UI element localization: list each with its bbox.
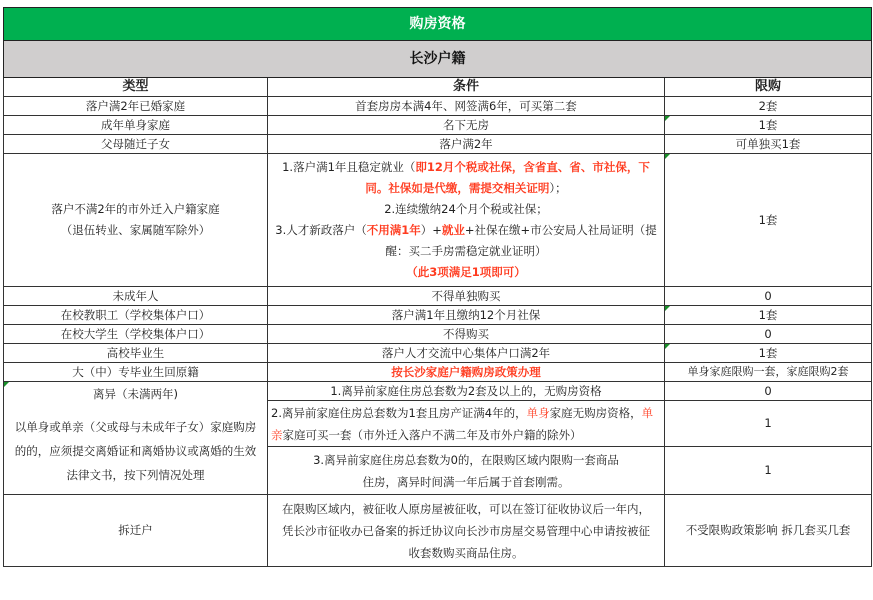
- cell-condition[interactable]: 不得单独购买: [268, 287, 665, 306]
- case-2-text-a: 2.离异前家庭住房总套数为1套且房产证满4年的，: [271, 405, 527, 420]
- cell-limit[interactable]: 0: [665, 287, 872, 306]
- cell-type[interactable]: 拆迁户: [4, 495, 268, 567]
- cell-limit[interactable]: 1套: [665, 306, 872, 325]
- table-header-row: [4, 78, 872, 97]
- cell-condition[interactable]: 落户人才交流中心集体户口满2年: [268, 344, 665, 363]
- cell-limit[interactable]: 0: [665, 382, 872, 401]
- cell-type[interactable]: 在校教职工（学校集体户口）: [4, 306, 268, 325]
- cell-type[interactable]: 父母随迁子女: [4, 135, 268, 154]
- cell-limit[interactable]: 1: [665, 401, 872, 447]
- sheet-title: 购房资格: [4, 8, 872, 41]
- divorce-row-1: [4, 382, 872, 401]
- condition-3-text: 3.人才新政落户（: [275, 223, 367, 237]
- condition-3-rest: +社保在缴+市公安局人社局证明（提醒：买二手房需稳定就业证明）: [385, 223, 657, 258]
- cell-limit[interactable]: 2套: [665, 97, 872, 116]
- condition-3-highlight-b: 就业: [441, 223, 465, 237]
- cell-limit[interactable]: 单身家庭限购一套，家庭限购2套: [665, 363, 872, 382]
- cell-limit[interactable]: 0: [665, 325, 872, 344]
- condition-3-sep: ）+: [420, 223, 442, 237]
- divorce-description: 以单身或单亲（父或母与未成年子女）家庭购房的的，应须提交离婚证和离婚协议或离婚的生效法律文书，按下列情况处理: [14, 420, 257, 482]
- cell-limit[interactable]: 可单独买1套: [665, 135, 872, 154]
- table-row: [4, 135, 872, 154]
- table-row: [4, 154, 872, 287]
- condition-2-text: 2.连续缴纳24个月个税或社保；: [384, 202, 548, 216]
- cell-type[interactable]: 未成年人: [4, 287, 268, 306]
- cell-condition[interactable]: 落户满2年: [268, 135, 665, 154]
- cell-limit[interactable]: 不受限购政策影响 拆几套买几套: [665, 495, 872, 567]
- cell-condition[interactable]: 落户满1年且缴纳12个月社保: [268, 306, 665, 325]
- condition-1-text: 1.落户满1年且稳定就业（: [282, 160, 416, 174]
- table-row: [4, 97, 872, 116]
- header-type: 类型: [4, 78, 268, 97]
- cell-condition[interactable]: 首套房房本满4年、网签满6年，可买第二套: [268, 97, 665, 116]
- condition-1-highlight: 即12月个税或社保，含省直、省、市社保，下同。社保如是代缴，需提交相关证明: [365, 160, 650, 195]
- demolition-row: [4, 495, 872, 567]
- cell-condition[interactable]: 按长沙家庭户籍购房政策办理: [268, 363, 665, 382]
- cell-type[interactable]: 高校毕业生: [4, 344, 268, 363]
- table-row: [4, 363, 872, 382]
- cell-condition[interactable]: 3.离异前家庭住房总套数为0的，在限购区域内限购一套商品住房，离异时间满一年后属于首套刚需。: [268, 447, 665, 495]
- table-row: [4, 306, 872, 325]
- condition-1-end: ）；: [549, 181, 567, 195]
- cell-condition[interactable]: [268, 154, 665, 287]
- cell-limit[interactable]: 1套: [665, 116, 872, 135]
- cell-type[interactable]: 在校大学生（学校集体户口）: [4, 325, 268, 344]
- divorce-title: 离异（未满两年): [93, 387, 178, 401]
- table-row: [4, 344, 872, 363]
- header-limit: 限购: [665, 78, 872, 97]
- case-2-highlight-single: 单身: [526, 405, 550, 420]
- cell-limit[interactable]: 1套: [665, 154, 872, 287]
- type-line-1: 落户不满2年的市外迁入户籍家庭: [51, 202, 220, 216]
- cell-condition[interactable]: 名下无房: [268, 116, 665, 135]
- header-condition: 条件: [268, 78, 665, 97]
- purchase-eligibility-sheet: [3, 7, 871, 567]
- section-title: 长沙户籍: [4, 41, 872, 78]
- cell-condition[interactable]: 1.离异前家庭住房总套数为2套及以上的，无购房资格: [268, 382, 665, 401]
- case-2-text-e: 家庭可买一套（市外迁入落户不满二年及市外户籍的除外）: [282, 427, 582, 442]
- cell-condition[interactable]: 在限购区域内，被征收人原房屋被征收，可以在签订征收协议后一年内，凭长沙市征收办已备案的拆迁协议向长沙市房屋交易管理中心申请按被征收套数购买商品住房。: [268, 495, 665, 567]
- condition-3-highlight-a: 不用满1年: [366, 223, 421, 237]
- table-row: [4, 325, 872, 344]
- cell-type[interactable]: 成年单身家庭: [4, 116, 268, 135]
- cell-type[interactable]: 大（中）专毕业生回原籍: [4, 363, 268, 382]
- cell-limit[interactable]: 1套: [665, 344, 872, 363]
- cell-condition[interactable]: [268, 401, 665, 447]
- cell-type-divorce[interactable]: [4, 382, 268, 495]
- case-2-text-c: 家庭无购房资格，: [549, 405, 642, 420]
- cell-limit[interactable]: 1: [665, 447, 872, 495]
- cell-type[interactable]: [4, 154, 268, 287]
- cell-type[interactable]: 落户满2年已婚家庭: [4, 97, 268, 116]
- case-2-highlight-single-parent: 单亲: [271, 405, 654, 442]
- table-row: [4, 287, 872, 306]
- eligibility-table: [3, 7, 872, 567]
- condition-note: （此3项满足1项即可）: [406, 265, 526, 279]
- table-row: [4, 116, 872, 135]
- type-line-2: （退伍转业、家属随军除外）: [60, 223, 211, 237]
- cell-condition[interactable]: 不得购买: [268, 325, 665, 344]
